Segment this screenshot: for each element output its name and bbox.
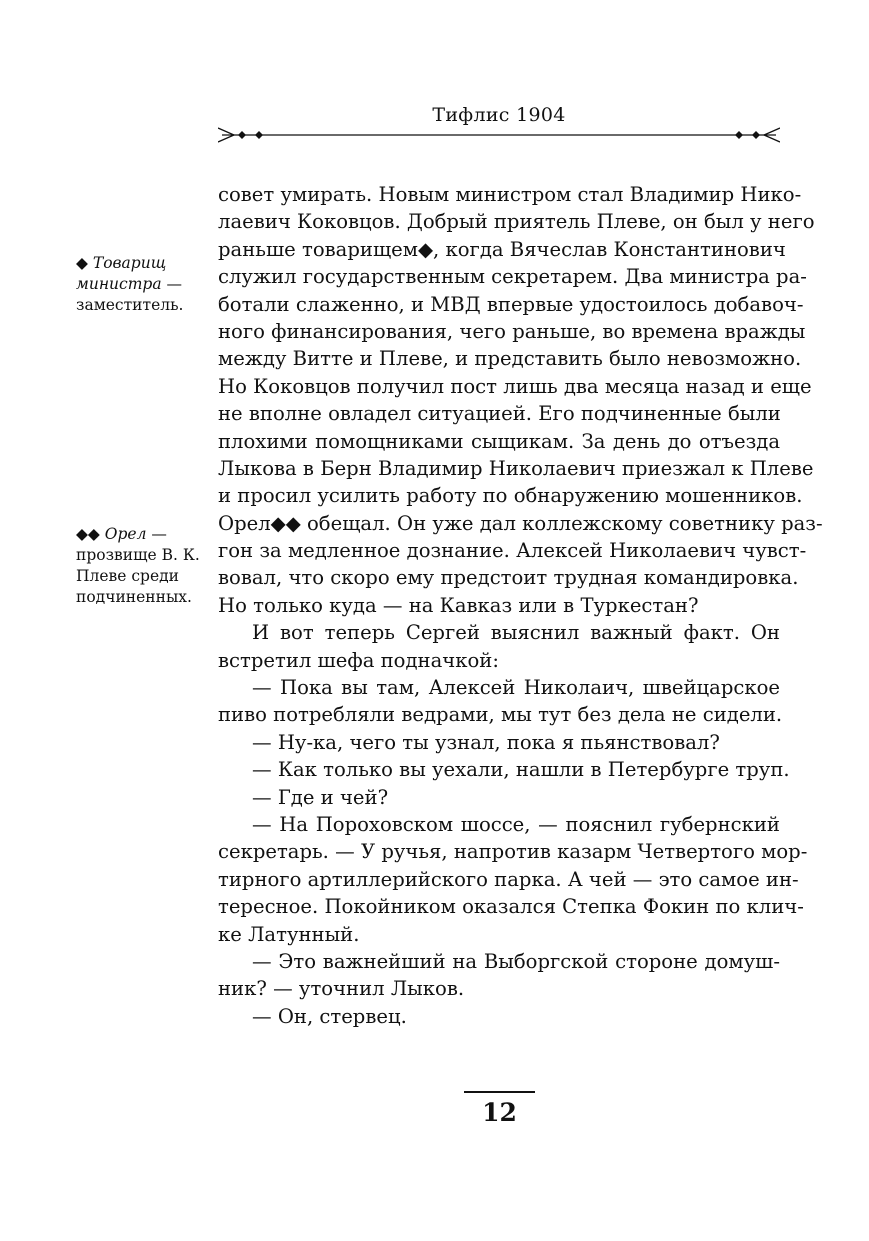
text-line: Лыкова в Берн Владимир Николаевич приезжал к Плеве [218,456,814,480]
sidenote-definition: — заместитель. [76,275,184,314]
text-line: — Ну-ка, чего ты узнал, пока я пьянствовал? [252,730,720,754]
main-text-block [218,181,823,1030]
running-title: Тифлис 1904 [432,104,566,126]
text-line: служил государственным секретарем. Два министра ра- [218,265,807,289]
text-line: раньше товарищем◆, когда Вячеслав Константинович [218,237,786,261]
sidenote-definition: — прозвище В. К. Плеве среди подчиненных. [76,525,200,606]
text-line: ботали слаженно, и МВД впервые удостоилось добавоч- [218,292,804,316]
text-line: между Витте и Плеве, и представить было невозможно. [218,347,802,371]
text-line: ке Латунный. [218,922,360,946]
sidenote-mark: ◆◆ [76,525,100,543]
text-line: Орел◆◆ обещал. Он уже дал коллежскому советнику раз- [218,511,823,535]
text-line: — Пока вы там, Алексей Николаич, швейцарское [252,676,780,700]
running-head [218,104,780,144]
text-line: — Как только вы уехали, нашли в Петербурге труп. [252,758,790,782]
text-line: плохими помощниками сыщикам. За день до отъезда [218,429,780,453]
text-line: не вполне овладел ситуацией. Его подчиненные были [218,402,781,426]
text-line: — Это важнейший на Выборгской стороне домуш- [252,949,780,973]
page-number: 12 [482,1098,517,1127]
text-line: ник? — уточнил Лыков. [218,977,465,1001]
header-ornament-rule [218,126,780,144]
text-line: — На Пороховском шоссе, — пояснил губернский [252,812,780,836]
text-line: — Где и чей? [252,785,389,809]
text-line: пиво потребляли ведрами, мы тут без дела не сидели. [218,703,783,727]
text-line: совет умирать. Новым министром стал Владимир Нико- [218,183,802,206]
text-line: Но только куда — на Кавказ или в Туркестан? [218,593,699,617]
text-line: тирного артиллерийского парка. А чей — это самое ин- [218,867,799,891]
text-line: секретарь. — У ручья, напротив казарм Четвертого мор- [218,840,808,864]
sidenote-deputy [76,253,201,316]
footer-rule [464,1091,535,1093]
sidenote-mark: ◆ [76,254,88,272]
sidenote-term: Орел [104,525,147,543]
text-line: гон за медленное дознание. Алексей Николаевич чувст- [218,539,807,563]
sidenote-term: Товарищ министра [76,254,167,293]
text-line: и просил усилить работу по обнаружению мошенников. [218,484,803,508]
text-line: встретил шефа подначкой: [218,648,499,672]
sidenote-orel [76,524,201,608]
text-line: тересное. Покойником оказался Степка Фокин по клич- [218,895,804,919]
text-line: И вот теперь Сергей выяснил важный факт. Он [252,621,780,645]
text-line: лаевич Коковцов. Добрый приятель Плеве, он был у него [218,210,815,234]
text-line: вовал, что скоро ему предстоит трудная командировка. [218,566,799,590]
text-line: — Он, стервец. [252,1004,407,1028]
text-line: ного финансирования, чего раньше, во времена вражды [218,319,806,343]
text-line: Но Коковцов получил пост лишь два месяца назад и еще [218,374,812,398]
